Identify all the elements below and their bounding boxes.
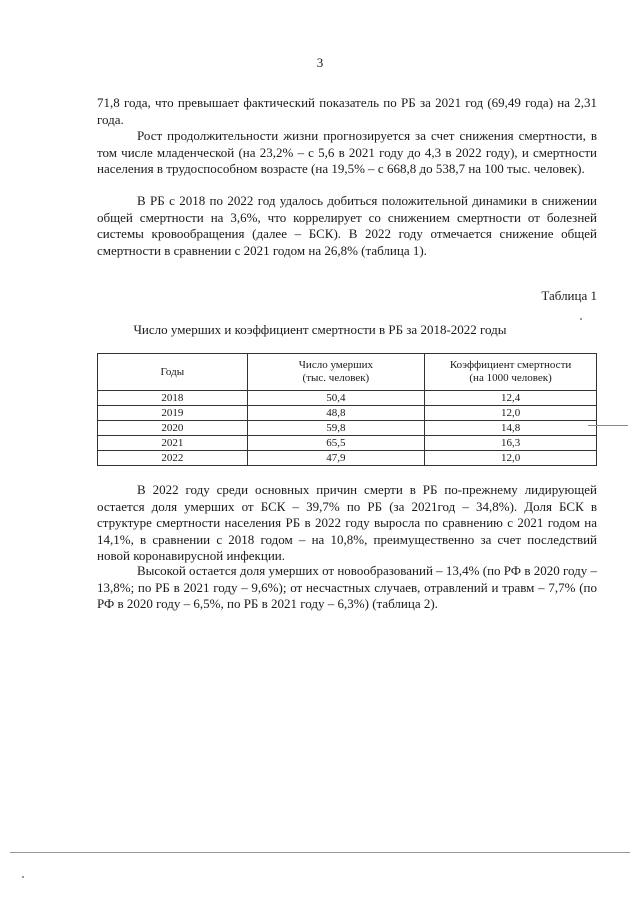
margin-tick-mark [588, 425, 628, 426]
table-header-row [98, 354, 597, 391]
header-rate [425, 354, 597, 391]
footer-line [10, 852, 630, 853]
paragraph-mortality-reduction: Рост продолжительности жизни прогнозируется за счет снижения смертности, в том числе младенческой (на 23,2% – с 5,6 в 2021 году до 4,3 в 2022 году), и смертности населения в трудоспособном возрасте (на 19,5% – с 668,8 до 538,7 на 100 тыс. человек). [97, 128, 597, 176]
header-deaths-line1: Число умерших [298, 359, 373, 371]
cell-year: 2018 [98, 391, 248, 406]
header-year: Годы [98, 354, 248, 391]
cell-year: 2020 [98, 421, 248, 436]
cell-rate: 16,3 [425, 436, 597, 451]
cell-deaths: 65,5 [247, 436, 425, 451]
scan-speck [22, 876, 24, 878]
cell-rate: 14,8 [425, 421, 597, 436]
table-label: Таблица 1 [541, 288, 597, 303]
table-row [98, 451, 597, 466]
paragraph-overall-mortality-dynamics: В РБ с 2018 по 2022 год удалось добиться положительной динамики в снижении общей смертности на 3,6%, что коррелирует со снижением смертности от болезней системы кровообращения (далее – БСК). В 2022 году отмечается снижение общей смертности в сравнении с 2021 годом на 26,8% (таблица 1). [97, 193, 597, 258]
table-title: Число умерших и коэффициент смертности в РБ за 2018-2022 годы [133, 322, 507, 337]
paragraph-leading-causes: В 2022 году среди основных причин смерти в РБ по-прежнему лидирующей остается доля умерших от БСК – 39,7% по РБ (за 2021год – 34,8%). Доля БСК в структуре смертности населения РБ в 2022 году выросла по сравнению с 2021 годом на 14,1%, в сравнении с 2018 годом – на 10,8%, преимущественно за счет последствий новой коронавирусной инфекции. [97, 482, 597, 563]
header-rate-line2: (на 1000 человек) [469, 372, 552, 384]
cell-deaths: 47,9 [247, 451, 425, 466]
cell-rate: 12,4 [425, 391, 597, 406]
table-row [98, 421, 597, 436]
cell-year: 2022 [98, 451, 248, 466]
paragraph-neoplasms-accidents: Высокой остается доля умерших от новообразований – 13,4% (по РФ в 2020 году – 13,8%; по РБ в 2021 году – 9,6%); от несчастных случаев, отравлений и травм – 7,7% (по РФ в 2020 году – 6,5%, по РБ в 2021 году – 6,3%) (таблица 2). [97, 563, 597, 611]
table-row [98, 391, 597, 406]
cell-year: 2021 [98, 436, 248, 451]
cell-deaths: 50,4 [247, 391, 425, 406]
cell-rate: 12,0 [425, 406, 597, 421]
page-number: 3 [316, 55, 324, 70]
header-deaths-line2: (тыс. человек) [302, 372, 370, 384]
paragraph-life-expectancy-forecast: 71,8 года, что превышает фактический показатель по РБ за 2021 год (69,49 года) на 2,31 года. [97, 95, 597, 127]
cell-deaths: 48,8 [247, 406, 425, 421]
cell-deaths: 59,8 [247, 421, 425, 436]
cell-year: 2019 [98, 406, 248, 421]
scan-speck [580, 318, 582, 320]
header-rate-line1: Коэффициент смертности [449, 359, 572, 371]
table-row [98, 436, 597, 451]
header-deaths [247, 354, 425, 391]
mortality-table [97, 353, 597, 466]
table-row [98, 406, 597, 421]
cell-rate: 12,0 [425, 451, 597, 466]
